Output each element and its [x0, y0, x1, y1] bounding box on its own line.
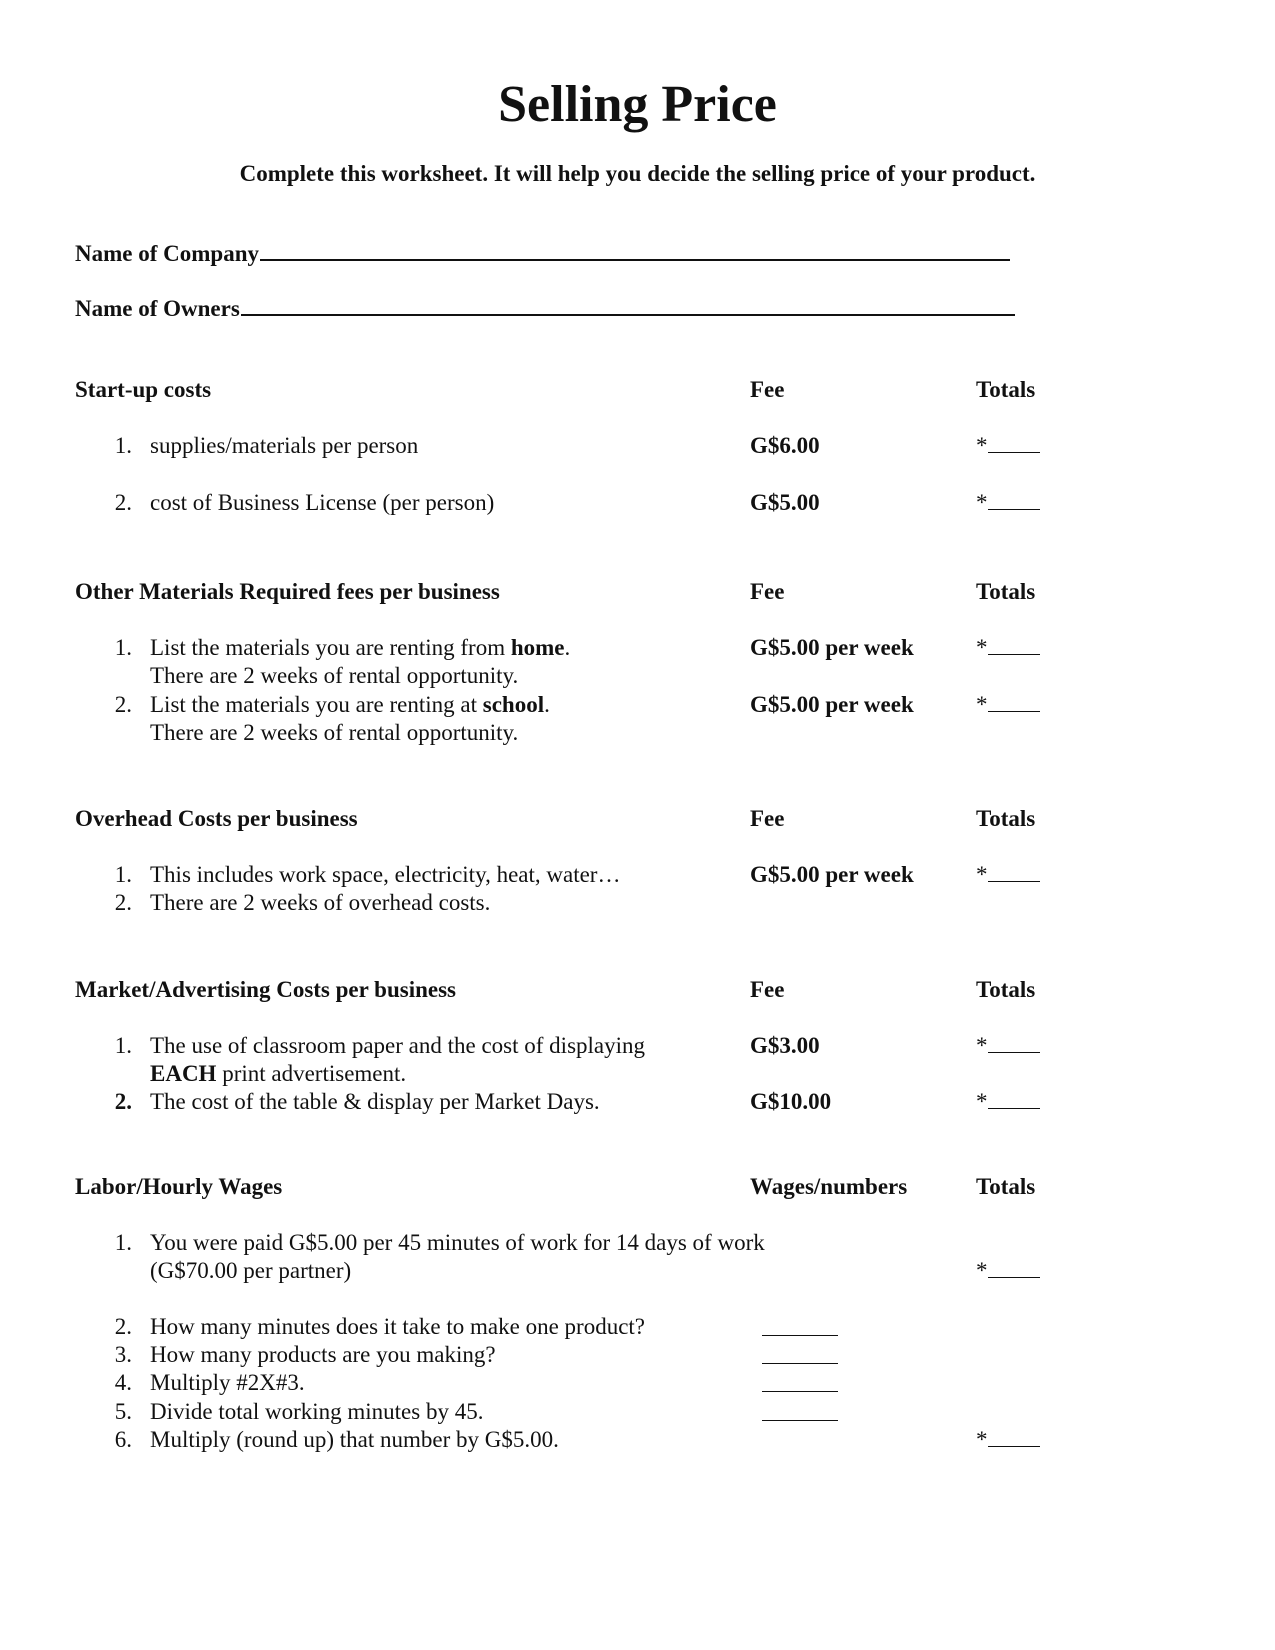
item-number: 1.	[114, 433, 132, 458]
item-fee: G$10.00	[750, 1089, 832, 1114]
item-number: 2.	[114, 490, 132, 515]
item-text-emphasis: EACH	[150, 1061, 217, 1086]
startup-heading: Start-up costs	[75, 377, 212, 402]
company-name-line[interactable]	[260, 237, 1010, 261]
overhead-totals-header: Totals	[976, 806, 1036, 831]
item-text: There are 2 weeks of rental opportunity.	[150, 663, 519, 688]
item-text: How many products are you making?	[150, 1342, 496, 1367]
item-text-emphasis: school	[482, 692, 545, 717]
item-total-blank[interactable]: *	[976, 1257, 1040, 1285]
overhead-heading: Overhead Costs per business	[75, 806, 358, 831]
materials-totals-header: Totals	[976, 579, 1036, 604]
wages-number-blank[interactable]	[762, 1313, 838, 1336]
item-fee: G$5.00 per week	[750, 635, 914, 660]
company-name-field[interactable]	[75, 237, 1010, 268]
market-totals-header: Totals	[976, 977, 1036, 1002]
item-text: There are 2 weeks of rental opportunity.	[150, 720, 519, 745]
item-total-blank[interactable]: *	[976, 1032, 1040, 1060]
market-heading: Market/Advertising Costs per business	[75, 977, 457, 1002]
item-number: 1.	[114, 635, 132, 660]
item-text: supplies/materials per person	[150, 433, 419, 458]
item-total-blank[interactable]: *	[976, 861, 1040, 889]
item-text: List the materials you are renting from home.	[150, 635, 571, 660]
item-number: 6.	[114, 1427, 132, 1452]
item-number: 2.	[114, 1089, 132, 1114]
owners-name-field[interactable]	[75, 292, 1015, 323]
wages-number-blank[interactable]	[762, 1398, 838, 1421]
wages-number-blank[interactable]	[762, 1341, 838, 1364]
item-text: Divide total working minutes by 45.	[150, 1399, 484, 1424]
item-text: How many minutes does it take to make one product?	[150, 1314, 646, 1339]
item-number: 1.	[114, 1033, 132, 1058]
item-number: 5.	[114, 1399, 132, 1424]
wages-number-blank[interactable]	[762, 1369, 838, 1392]
labor-heading: Labor/Hourly Wages	[75, 1174, 283, 1199]
item-total-blank[interactable]: *	[976, 432, 1040, 460]
overhead-fee-header: Fee	[750, 806, 785, 831]
item-number: 4.	[114, 1370, 132, 1395]
company-name-label: Name of Company	[75, 241, 259, 266]
page-subtitle: Complete this worksheet. It will help you decide the selling price of your product.	[239, 161, 1036, 186]
item-number: 2.	[114, 890, 132, 915]
item-number: 1.	[114, 862, 132, 887]
item-total-blank[interactable]: *	[976, 634, 1040, 662]
item-text: The cost of the table & display per Market Days.	[150, 1089, 600, 1114]
item-text: Multiply #2X#3.	[150, 1370, 305, 1395]
item-text: The use of classroom paper and the cost of displaying	[150, 1033, 646, 1058]
startup-totals-header: Totals	[976, 377, 1036, 402]
item-total-blank[interactable]: *	[976, 489, 1040, 517]
materials-heading: Other Materials Required fees per business	[75, 579, 500, 604]
item-number: 1.	[114, 1230, 132, 1255]
page-title: Selling Price	[498, 76, 777, 133]
item-fee: G$5.00 per week	[750, 692, 914, 717]
item-text: Multiply (round up) that number by G$5.00.	[150, 1427, 559, 1452]
item-number: 3.	[114, 1342, 132, 1367]
materials-fee-header: Fee	[750, 579, 785, 604]
startup-fee-header: Fee	[750, 377, 785, 402]
market-fee-header: Fee	[750, 977, 785, 1002]
item-number: 2.	[114, 692, 132, 717]
item-fee: G$6.00	[750, 433, 820, 458]
item-text: You were paid G$5.00 per 45 minutes of work for 14 days of work	[150, 1230, 765, 1255]
item-total-blank[interactable]: *	[976, 1088, 1040, 1116]
item-total-blank[interactable]: *	[976, 1426, 1040, 1454]
owners-name-label: Name of Owners	[75, 296, 240, 321]
item-fee: G$5.00	[750, 490, 820, 515]
item-text-emphasis: home	[510, 635, 565, 660]
owners-name-line[interactable]	[241, 292, 1015, 316]
item-text: EACH print advertisement.	[150, 1061, 407, 1086]
item-text: (G$70.00 per partner)	[150, 1258, 352, 1283]
item-fee: G$3.00	[750, 1033, 820, 1058]
item-text: List the materials you are renting at school.	[150, 692, 550, 717]
item-total-blank[interactable]: *	[976, 691, 1040, 719]
item-number: 2.	[114, 1314, 132, 1339]
labor-wages-header: Wages/numbers	[750, 1174, 908, 1199]
item-text: There are 2 weeks of overhead costs.	[150, 890, 491, 915]
labor-totals-header: Totals	[976, 1174, 1036, 1199]
item-text: This includes work space, electricity, heat, water…	[150, 862, 621, 887]
item-text: cost of Business License (per person)	[150, 490, 495, 515]
item-fee: G$5.00 per week	[750, 862, 914, 887]
